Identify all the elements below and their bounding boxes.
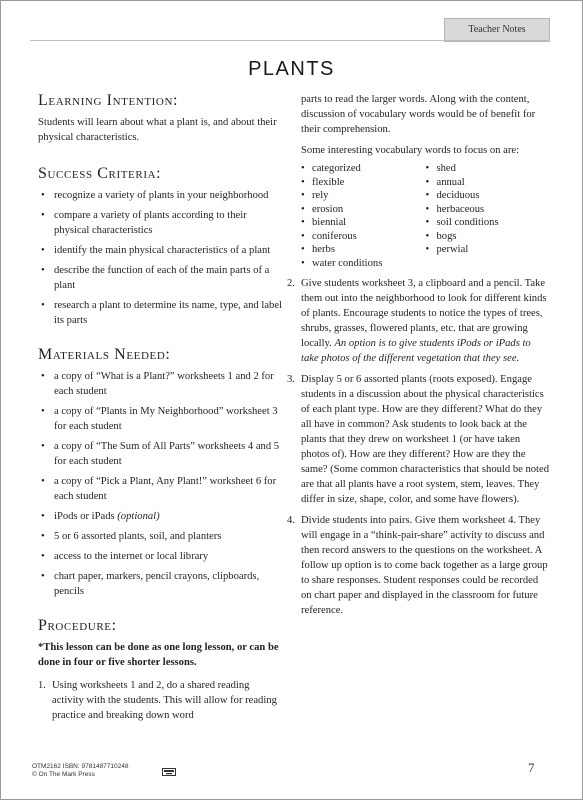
vocab-word: • categorized (301, 162, 426, 176)
page-number: 7 (528, 760, 535, 775)
list-item: • chart paper, markers, pencil crayons, clipboards, pencils (38, 569, 283, 599)
vocab-word: • coniferous (301, 230, 426, 244)
procedure-list-continued (287, 276, 550, 618)
vocab-column-2 (426, 162, 551, 270)
list-item: • a copy of “The Sum of All Parts” worksheets 4 and 5 for each student (38, 439, 283, 469)
vocab-word: • rely (301, 189, 426, 203)
learning-text: Students will learn about what a plant is, and about their physical characteristics. (38, 117, 277, 143)
list-item: • identify the main physical characteristics of a plant (38, 243, 283, 258)
list-item: • access to the internet or local library (38, 549, 283, 564)
procedure-step-1: 1. Using worksheets 1 and 2, do a shared reading activity with the students. This will allow for reading practice and breaking down word (38, 680, 277, 721)
publisher-logo-icon (162, 764, 176, 782)
list-item: • a copy of “Plants in My Neighborhood” worksheet 3 for each student (38, 404, 283, 434)
right-column (287, 92, 550, 624)
vocab-word: • deciduous (426, 189, 551, 203)
vocab-word: • herbs (301, 243, 426, 257)
procedure-note: *This lesson can be done as one long lesson, or can be done in four or five shorter lessons. (38, 642, 279, 668)
vocab-word: • shed (426, 162, 551, 176)
list-item: • compare a variety of plants according to their physical characteristics (38, 208, 283, 238)
page-title: PLANTS (248, 58, 335, 80)
vocab-word: • erosion (301, 203, 426, 217)
list-item: • a copy of “Pick a Plant, Any Plant!” worksheet 6 for each student (38, 474, 283, 504)
vocab-word: • biennial (301, 216, 426, 230)
list-item: • 5 or 6 assorted plants, soil, and planters (38, 529, 283, 544)
list-item: • a copy of “What is a Plant?” worksheets 1 and 2 for each student (38, 369, 283, 399)
vocab-word: • perwial (426, 243, 551, 257)
list-item: • research a plant to determine its name, type, and label its parts (38, 298, 283, 328)
vocab-word: • water conditions (301, 257, 426, 271)
procedure-heading: Procedure: (38, 617, 117, 634)
vocab-word: • bogs (426, 230, 551, 244)
vocab-column-1 (301, 162, 426, 270)
vocab-word: • herbaceous (426, 203, 551, 217)
procedure-list-start (38, 678, 283, 723)
procedure-step-3: 3. Display 5 or 6 assorted plants (roots exposed). Engage students in a discussion about the physical characteristics of each plant type. How are they different? What do they all have in common? Ask students to look back at the plants that they drew on worksheet 1 (or have taken photos of). How are they different? How are they the same? (Some common characteristics that should be noted are that all plants have a root system, stem, leaves. They differ in size, shape, color, and some have flowers). (287, 374, 549, 505)
procedure-step-2: 2. Give students worksheet 3, a clipboard and a pencil. Take them out into the neighborhood to look for different kinds of plants. Encourage students to notice the types of trees, shrubs, grasses, flowered plants, etc. that are growing locally. An option is to give students iPods or iPads to take photos of the different vegetation that they see. (287, 278, 547, 364)
list-item: • iPods or iPads (optional) (38, 509, 283, 524)
learning-heading: Learning Intention: (38, 92, 179, 109)
teacher-notes-tab: Teacher Notes (444, 18, 550, 42)
materials-heading: Materials Needed: (38, 346, 171, 363)
header-rule (30, 40, 548, 41)
vocab-word: • soil conditions (426, 216, 551, 230)
success-list (38, 188, 283, 328)
footer-info (32, 763, 128, 779)
footer-code: OTM2162 ISBN: 9781487710248 (32, 763, 129, 770)
vocab-word: • annual (426, 176, 551, 190)
footer-copyright: © On The Mark Press (32, 771, 95, 778)
vocabulary-list (287, 162, 550, 270)
list-item: • describe the function of each of the main parts of a plant (38, 263, 283, 293)
procedure-step-1-continued: parts to read the larger words. Along with the content, discussion of vocabulary words would be of benefit for their comprehension. (301, 94, 536, 135)
procedure-step-4: 4. Divide students into pairs. Give them worksheet 4. They will engage in a “think-pair-share” activity to discuss and then record answers to the questions on the worksheet. A follow up option is to come back together as a large group to share responses. Student responses could be recorded on chart paper and displayed in the classroom for future reference. (287, 515, 548, 616)
list-item: • recognize a variety of plants in your neighborhood (38, 188, 283, 203)
vocab-intro: Some interesting vocabulary words to focus on are: (301, 145, 519, 156)
materials-list (38, 369, 283, 599)
success-heading: Success Criteria: (38, 165, 162, 182)
vocab-word: • flexible (301, 176, 426, 190)
left-column (38, 92, 283, 729)
